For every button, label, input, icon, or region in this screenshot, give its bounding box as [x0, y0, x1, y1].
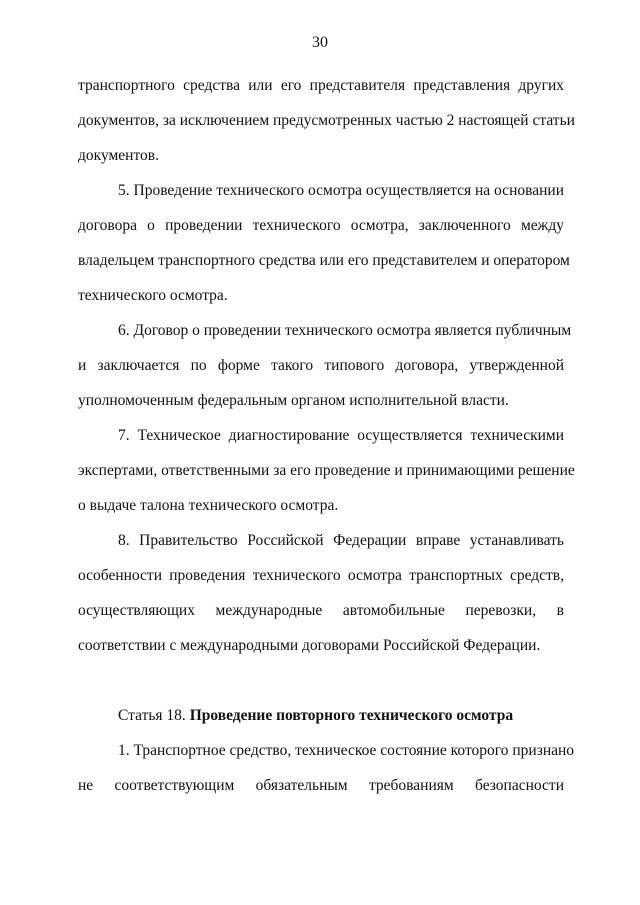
text-line: документов. — [78, 147, 159, 164]
paragraph-7-first-line: 7. Техническое диагностирование осуществляется техническими — [118, 427, 564, 444]
text-line: транспортного средства или его представителя представления других — [78, 77, 564, 94]
text-line: экспертами, ответственными за его проведение и принимающими решение — [78, 462, 575, 479]
text-line: технического осмотра. — [78, 287, 228, 304]
article-18-part-1-first-line: 1. Транспортное средство, техническое состояние которого признано — [118, 742, 575, 759]
paragraph-5-first-line: 5. Проведение технического осмотра осуществляется на основании — [118, 182, 564, 199]
text-line: документов, за исключением предусмотренных частью 2 настоящей статьи — [78, 112, 575, 129]
article-title: Проведение повторного технического осмотра — [189, 707, 514, 724]
article-label: Статья 18. — [118, 707, 186, 724]
paragraph-6-first-line: 6. Договор о проведении технического осмотра является публичным — [118, 322, 572, 339]
article-heading — [118, 706, 564, 726]
text-line: уполномоченным федеральным органом исполнительной власти. — [78, 392, 509, 409]
paragraph-8-first-line: 8. Правительство Российской Федерации вправе устанавливать — [118, 532, 564, 549]
text-line: владельцем транспортного средства или его представителем и оператором — [78, 252, 570, 269]
text-line: соответствии с международными договорами Российской Федерации. — [78, 637, 541, 654]
text-line: не соответствующим обязательным требованиям безопасности — [78, 777, 564, 794]
page-number: 30 — [312, 34, 328, 51]
text-line: и заключается по форме такого типового договора, утвержденной — [78, 357, 564, 374]
text-line: особенности проведения технического осмотра транспортных средств, — [78, 567, 564, 584]
text-line: договора о проведении технического осмотра, заключенного между — [78, 217, 564, 234]
text-line: осуществляющих международные автомобильные перевозки, в — [78, 602, 564, 619]
text-line: о выдаче талона технического осмотра. — [78, 497, 339, 514]
